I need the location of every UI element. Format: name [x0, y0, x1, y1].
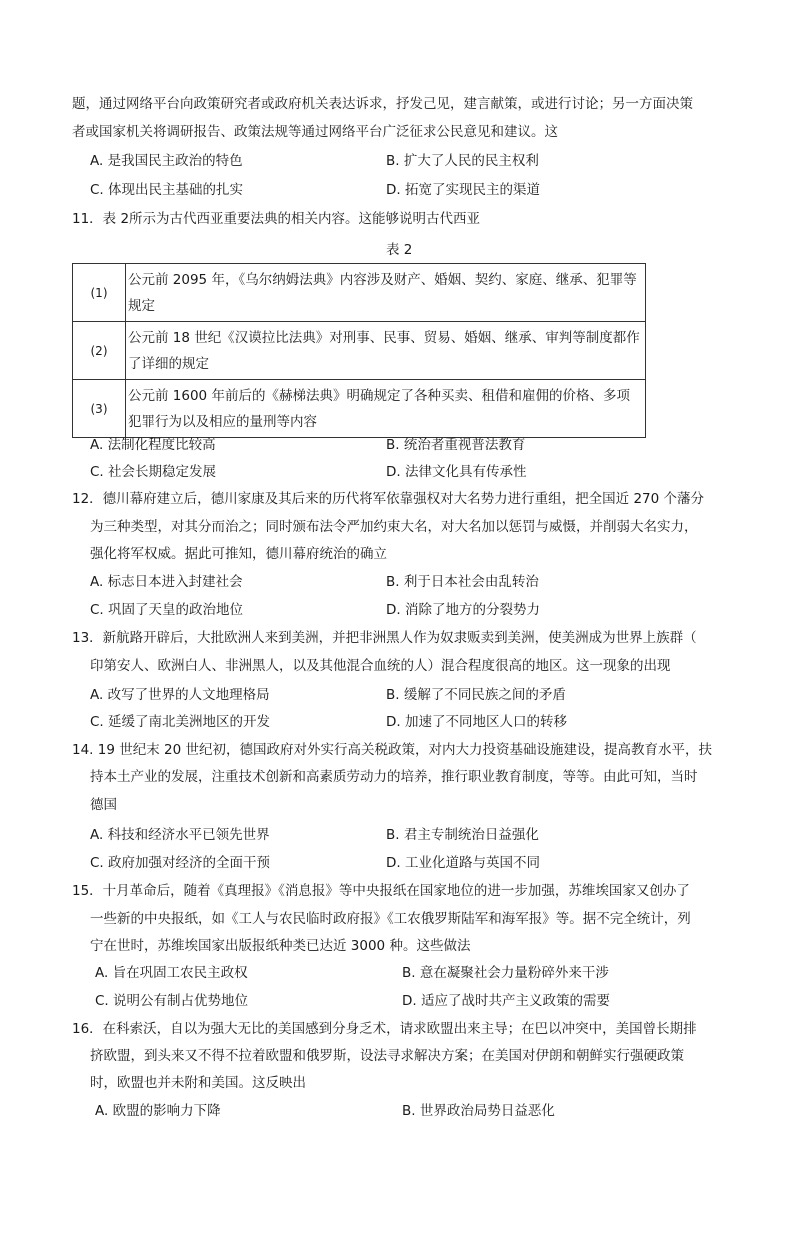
q11-option-b: B. 统治者重视普法教育 — [386, 437, 526, 453]
q14-stem-line1: 14. 19 世纪末 20 世纪初，德国政府对外实行高关税政策，对内大力投资基础设施建设，提高教育水平，扶 — [72, 742, 712, 758]
q15-stem-line2: 一些新的中央报纸，如《工人与农民临时政府报》《工农俄罗斯陆军和海军报》等。据不完全统计，列 — [90, 911, 691, 927]
q10-stem-line2: 者或国家机关将调研报告、政策法规等通过网络平台广泛征求公民意见和建议。这 — [72, 124, 558, 140]
table-caption: 表 2 — [386, 242, 413, 258]
q13-stem-line2: 印第安人、欧洲白人、非洲黑人，以及其他混合血统的人）混合程度很高的地区。这一现象的出现 — [90, 658, 671, 674]
q10-option-d: D. 拓宽了实现民主的渠道 — [386, 182, 540, 198]
row-text: 公元前 1600 年前后的《赫梯法典》明确规定了各种买卖、租借和雇佣的价格、多项犯罪行为以及相应的量刑等内容 — [126, 380, 646, 438]
q15-stem-line1: 15．十月革命后，随着《真理报》《消息报》等中央报纸在国家地位的进一步加强，苏维埃国家又创办了 — [72, 883, 690, 899]
q13-stem-line1: 13．新航路开辟后，大批欧洲人来到美洲，并把非洲黑人作为奴隶贩卖到美洲，使美洲成为世界上族群（ — [72, 630, 697, 646]
q13-option-d: D. 加速了不同地区人口的转移 — [386, 714, 567, 730]
law-code-table — [72, 263, 646, 438]
q14-option-c: C. 政府加强对经济的全面干预 — [90, 855, 271, 871]
q12-option-c: C. 巩固了天皇的政治地位 — [90, 602, 244, 618]
row-text: 公元前 18 世纪《汉谟拉比法典》对刑事、民事、贸易、婚姻、继承、审判等制度都作了详细的规定 — [126, 322, 646, 380]
q10-option-b: B. 扩大了人民的民主权利 — [386, 153, 539, 169]
row-number: (1) — [73, 264, 126, 322]
q10-stem-line1: 题，通过网络平台向政策研究者或政府机关表达诉求，抒发己见，建言献策，或进行讨论；另一方面决策 — [72, 96, 693, 112]
q15-stem-line3: 宁在世时，苏维埃国家出版报纸种类已达近 3000 种。这些做法 — [90, 938, 471, 954]
q13-option-b: B. 缓解了不同民族之间的矛盾 — [386, 687, 566, 703]
q12-option-a: A. 标志日本进入封建社会 — [90, 574, 243, 590]
table-row — [73, 380, 646, 438]
q11-option-d: D. 法律文化具有传承性 — [386, 464, 527, 480]
row-number: (3) — [73, 380, 126, 438]
q13-option-a: A. 改写了世界的人文地理格局 — [90, 687, 270, 703]
q15-option-d: D. 适应了战时共产主义政策的需要 — [402, 993, 610, 1009]
q14-option-d: D. 工业化道路与英国不同 — [386, 855, 540, 871]
q12-stem-line3: 强化将军权威。据此可推知，德川幕府统治的确立 — [90, 546, 387, 562]
q14-stem-line3: 德国 — [90, 797, 117, 813]
q13-option-c: C. 延缓了南北美洲地区的开发 — [90, 714, 271, 730]
q11-option-a: A. 法制化程度比较高 — [90, 437, 216, 453]
q12-option-b: B. 利于日本社会由乱转治 — [386, 574, 539, 590]
q16-option-a: A. 欧盟的影响力下降 — [95, 1103, 221, 1119]
q12-option-d: D. 消除了地方的分裂势力 — [386, 602, 540, 618]
q16-stem-line2: 挤欧盟，到头来又不得不拉着欧盟和俄罗斯，设法寻求解决方案；在美国对伊朗和朝鲜实行强硬政策 — [90, 1048, 684, 1064]
q15-option-a: A. 旨在巩固工农民主政权 — [95, 965, 248, 981]
q12-stem-line1: 12．德川幕府建立后，德川家康及其后来的历代将军依靠强权对大名势力进行重组，把全国近 270 个藩分 — [72, 491, 705, 507]
q11-stem: 11．表 2所示为古代西亚重要法典的相关内容。这能够说明古代西亚 — [72, 211, 481, 227]
q14-option-a: A. 科技和经济水平已领先世界 — [90, 827, 270, 843]
q16-stem-line3: 时，欧盟也并未附和美国。这反映出 — [90, 1075, 306, 1091]
q12-stem-line2: 为三种类型，对其分而治之；同时颁布法令严加约束大名，对大名加以惩罚与威慑，并削弱大名实力， — [90, 519, 698, 535]
q16-stem-line1: 16．在科索沃，自以为强大无比的美国感到分身乏术，请求欧盟出来主导；在巴以冲突中，美国曾长期排 — [72, 1021, 697, 1037]
table-row — [73, 264, 646, 322]
q11-option-c: C. 社会长期稳定发展 — [90, 464, 217, 480]
q15-option-c: C. 说明公有制占优势地位 — [95, 993, 249, 1009]
q14-option-b: B. 君主专制统治日益强化 — [386, 827, 539, 843]
q10-option-a: A. 是我国民主政治的特色 — [90, 153, 243, 169]
table-row — [73, 322, 646, 380]
q16-option-b: B. 世界政治局势日益恶化 — [402, 1103, 555, 1119]
row-number: (2) — [73, 322, 126, 380]
row-text: 公元前 2095 年，《乌尔纳姆法典》内容涉及财产、婚姻、契约、家庭、继承、犯罪等规定 — [126, 264, 646, 322]
q10-option-c: C. 体现出民主基础的扎实 — [90, 182, 244, 198]
q14-stem-line2: 持本土产业的发展，注重技术创新和高素质劳动力的培养，推行职业教育制度，等等。由此可知，当时 — [90, 769, 698, 785]
q15-option-b: B. 意在凝聚社会力量粉碎外来干涉 — [402, 965, 609, 981]
